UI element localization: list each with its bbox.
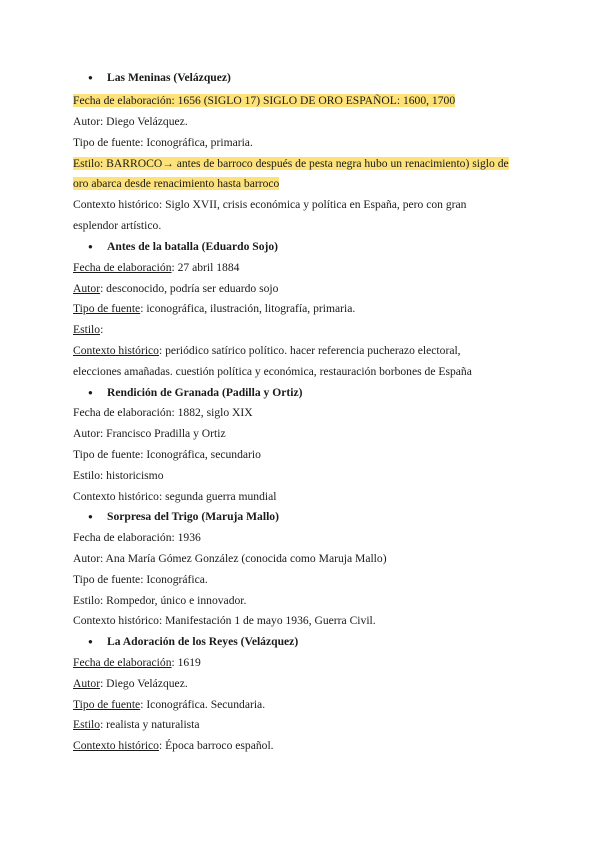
autor-line: Autor: Ana María Gómez González (conocida como Maruja Mallo) <box>73 552 387 565</box>
work-title: La Adoración de los Reyes (Velázquez) <box>107 635 299 648</box>
fecha-line: Fecha de elaboración: 1656 (SIGLO 17) SIGLO DE ORO ESPAÑOL: 1600, 1700 <box>73 94 456 107</box>
contexto-label: Contexto histórico <box>73 739 159 752</box>
fecha-line <box>73 261 239 275</box>
tipo-line <box>73 302 355 316</box>
work-heading-las-meninas <box>88 71 231 85</box>
estilo-value: : <box>100 323 104 336</box>
fecha-line: Fecha de elaboración: 1882, siglo XIX <box>73 406 253 419</box>
work-heading-antes-de-la-batalla <box>88 240 278 254</box>
fecha-label: Fecha de elaboración <box>73 656 172 669</box>
contexto-value: : periódico satírico político. hacer referencia pucherazo electoral, <box>158 344 461 357</box>
estilo-line: Estilo: historicismo <box>73 469 164 482</box>
contexto-label: Contexto histórico <box>73 344 159 357</box>
tipo-line: Tipo de fuente: Iconográfica. <box>73 573 208 586</box>
estilo-line: Estilo: Rompedor, único e innovador. <box>73 594 247 607</box>
contexto-line <box>73 344 461 358</box>
autor-label: Autor <box>73 677 101 690</box>
work-title: Antes de la batalla (Eduardo Sojo) <box>107 240 279 253</box>
autor-line <box>73 677 188 691</box>
work-heading-la-adoracion-de-los-reyes <box>88 635 298 649</box>
bullet-icon: ● <box>88 388 93 397</box>
contexto-line-cont: elecciones amañadas. cuestión política y económica, restauración borbones de España <box>73 365 472 378</box>
contexto-line-cont: esplendor artístico. <box>73 219 162 232</box>
work-title: Rendición de Granada (Padilla y Ortiz) <box>107 386 303 399</box>
tipo-label: Tipo de fuente <box>73 698 141 711</box>
contexto-line <box>73 739 274 753</box>
tipo-value: : iconográfica, ilustración, litografía, primaria. <box>140 302 356 315</box>
work-title: Sorpresa del Trigo (Maruja Mallo) <box>107 510 279 523</box>
fecha-label: Fecha de elaboración <box>73 261 172 274</box>
bullet-icon: ● <box>88 73 93 82</box>
fecha-line <box>73 656 201 670</box>
work-heading-sorpresa-del-trigo <box>88 510 279 524</box>
autor-value: : desconocido, podría ser eduardo sojo <box>100 282 279 295</box>
estilo-label: Estilo <box>73 323 101 336</box>
tipo-line: Tipo de fuente: Iconográfica, secundario <box>73 448 261 461</box>
contexto-value: : Época barroco español. <box>158 739 274 752</box>
bullet-icon: ● <box>88 637 93 646</box>
autor-label: Autor <box>73 282 101 295</box>
autor-line: Autor: Francisco Pradilla y Ortiz <box>73 427 226 440</box>
fecha-value: : 1619 <box>171 656 201 669</box>
estilo-value: : realista y naturalista <box>100 718 200 731</box>
estilo-line <box>73 718 200 732</box>
fecha-value: : 27 abril 1884 <box>171 261 240 274</box>
contexto-line: Contexto histórico: Manifestación 1 de mayo 1936, Guerra Civil. <box>73 614 376 627</box>
contexto-line: Contexto histórico: segunda guerra mundial <box>73 490 277 503</box>
autor-line <box>73 282 278 296</box>
tipo-label: Tipo de fuente <box>73 302 141 315</box>
work-heading-rendicion-de-granada <box>88 386 302 400</box>
tipo-value: : Iconográfica. Secundaria. <box>140 698 266 711</box>
tipo-line: Tipo de fuente: Iconográfica, primaria. <box>73 136 253 149</box>
contexto-line: Contexto histórico: Siglo XVII, crisis económica y política en España, pero con gran <box>73 198 467 211</box>
estilo-label: Estilo <box>73 718 101 731</box>
autor-line: Autor: Diego Velázquez. <box>73 115 188 128</box>
tipo-line <box>73 698 265 712</box>
work-title: Las Meninas (Velázquez) <box>107 71 231 84</box>
autor-value: : Diego Velázquez. <box>100 677 188 690</box>
bullet-icon: ● <box>88 512 93 521</box>
fecha-line: Fecha de elaboración: 1936 <box>73 531 201 544</box>
estilo-line: Estilo: BARROCO→ antes de barroco después de pesta negra hubo un renacimiento) siglo de <box>73 157 509 170</box>
estilo-line <box>73 323 103 337</box>
bullet-icon: ● <box>88 242 93 251</box>
estilo-line-cont: oro abarca desde renacimiento hasta barroco <box>73 177 280 190</box>
